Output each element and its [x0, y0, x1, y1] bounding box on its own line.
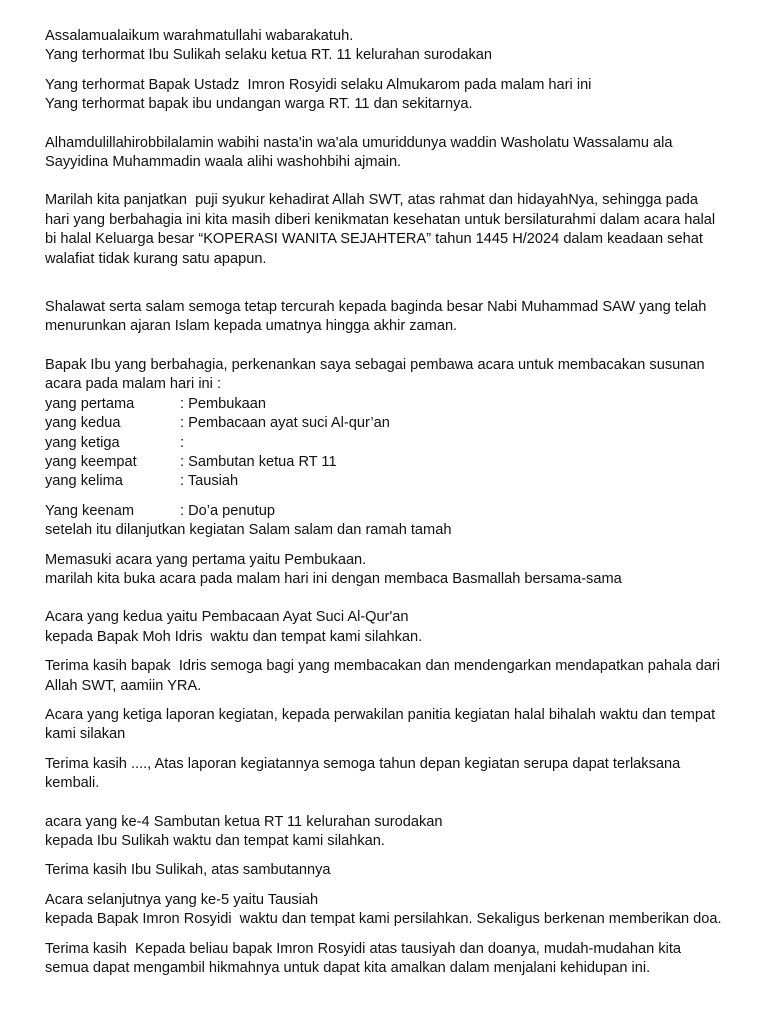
- tausiah-paragraph: [45, 891, 755, 930]
- quran-paragraph: [45, 608, 755, 647]
- honorifics-paragraph: [45, 76, 755, 115]
- opening-line: marilah kita buka acara pada malam hari ini dengan membaca Basmallah bersama-sama: [45, 570, 622, 587]
- greeting-line: Assalamualaikum warahmatullahi wabarakatuh.: [45, 28, 354, 44]
- opening-paragraph: [45, 551, 755, 590]
- agenda-item: :: [180, 434, 185, 451]
- report-paragraph: [45, 706, 755, 745]
- quran-line: kepada Bapak Moh Idris waktu dan tempat kami silahkan.: [45, 628, 423, 645]
- agenda-label: yang kelima: [45, 473, 123, 490]
- thanks-imron-line: semua dapat mengambil hikmahnya untuk dapat kita amalkan dalam menjalani kehidupan ini.: [45, 960, 651, 977]
- speech-line: kepada Ibu Sulikah waktu dan tempat kami silahkan.: [45, 833, 385, 849]
- agenda-row: [45, 453, 755, 472]
- agenda-item: : Pembukaan: [180, 395, 266, 412]
- document-body: [45, 27, 755, 978]
- greeting-paragraph: [45, 27, 755, 66]
- thanks-report-line: Terima kasih ...., Atas laporan kegiatannya semoga tahun depan kegiatan serupa dapat terlaksana: [45, 755, 681, 772]
- agenda-after-line: setelah itu dilanjutkan kegiatan Salam salam dan ramah tamah: [45, 522, 452, 539]
- honorific-line: Yang terhormat Bapak Ustadz Imron Rosyidi selaku Almukarom pada malam hari ini: [45, 76, 592, 93]
- thanks-sulikah-line: Terima kasih Ibu Sulikah, atas sambutannya: [45, 862, 331, 879]
- agenda-label: yang kedua: [45, 415, 121, 432]
- thanks-sulikah-paragraph: [45, 861, 755, 880]
- speech-line: acara yang ke-4 Sambutan ketua RT 11 kelurahan surodakan: [45, 813, 443, 830]
- agenda-item: : Tausiah: [180, 473, 239, 490]
- thanks-report-line: kembali.: [45, 775, 100, 792]
- tausiah-line: kepada Bapak Imron Rosyidi waktu dan tempat kami persilahkan. Sekaligus berkenan memberikan doa.: [45, 911, 722, 928]
- hamdalah-paragraph: [45, 134, 755, 173]
- speech-paragraph: [45, 813, 755, 852]
- greeting-line: Yang terhormat Ibu Sulikah selaku ketua RT. 11 kelurahan surodakan: [45, 47, 493, 64]
- shalawat-line: Shalawat serta salam semoga tetap tercurah kepada baginda besar Nabi Muhammad SAW yang telah: [45, 299, 707, 316]
- report-line: kami silakan: [45, 726, 126, 743]
- thanks-idris-line: Terima kasih bapak Idris semoga bagi yang membacakan dan mendengarkan mendapatkan pahala dari: [45, 658, 720, 675]
- hamdalah-line: Alhamdulillahirobbilalamin wabihi nasta'in wa'ala umuriddunya waddin Washolatu Wassalamu ala: [45, 134, 673, 151]
- agenda-item: : Do’a penutup: [180, 502, 275, 519]
- agenda-label: yang keempat: [45, 453, 137, 470]
- thanks-report-paragraph: [45, 755, 755, 794]
- thanks-idris-line: Allah SWT, aamiin YRA.: [45, 677, 202, 694]
- hamdalah-line: Sayyidina Muhammadin waala alihi washohbihi ajmain.: [45, 154, 402, 171]
- gratitude-line: Marilah kita panjatkan puji syukur kehadirat Allah SWT, atas rahmat dan hidayahNya, sehingga pada: [45, 192, 699, 209]
- agenda-row: [45, 434, 755, 453]
- tausiah-line: Acara selanjutnya yang ke-5 yaitu Tausiah: [45, 891, 319, 908]
- agenda-row: [45, 414, 755, 433]
- thanks-imron-paragraph: [45, 940, 755, 979]
- agenda-section: [45, 356, 755, 492]
- agenda-closing-paragraph: [45, 502, 755, 541]
- quran-line: Acara yang kedua yaitu Pembacaan Ayat Suci Al-Qur'an: [45, 609, 409, 626]
- gratitude-line: bi halal Keluarga besar “KOPERASI WANITA SEJAHTERA” tahun 1445 H/2024 dalam keadaan sehat: [45, 231, 703, 248]
- agenda-row: [45, 472, 755, 491]
- shalawat-line: menurunkan ajaran Islam kepada umatnya hingga akhir zaman.: [45, 318, 458, 335]
- agenda-item: : Pembacaan ayat suci Al-qur’an: [180, 415, 390, 432]
- report-line: Acara yang ketiga laporan kegiatan, kepada perwakilan panitia kegiatan halal bihalah waktu dan tempat: [45, 706, 716, 723]
- opening-line: Memasuki acara yang pertama yaitu Pembukaan.: [45, 551, 367, 568]
- agenda-item: : Sambutan ketua RT 11: [180, 453, 337, 470]
- thanks-imron-line: Terima kasih Kepada beliau bapak Imron Rosyidi atas tausiyah dan doanya, mudah-mudahan kita: [45, 940, 682, 957]
- agenda-label: yang pertama: [45, 395, 135, 412]
- gratitude-paragraph: [45, 191, 755, 269]
- agenda-label: Yang keenam: [45, 502, 134, 519]
- agenda-row: [45, 395, 755, 414]
- agenda-intro-line: Bapak Ibu yang berbahagia, perkenankan saya sebagai pembawa acara untuk membacakan susunan: [45, 356, 705, 373]
- gratitude-line: hari yang berbahagia ini kita masih diberi kenikmatan kesehatan untuk bersilaturahmi dalam acara halal: [45, 211, 716, 228]
- thanks-idris-paragraph: [45, 657, 755, 696]
- agenda-label: yang ketiga: [45, 434, 120, 451]
- agenda-row: [45, 502, 755, 521]
- honorific-line: Yang terhormat bapak ibu undangan warga RT. 11 dan sekitarnya.: [45, 96, 473, 113]
- agenda-intro-line: acara pada malam hari ini :: [45, 376, 222, 393]
- gratitude-line: walafiat tidak kurang satu apapun.: [45, 250, 267, 267]
- shalawat-paragraph: [45, 298, 755, 337]
